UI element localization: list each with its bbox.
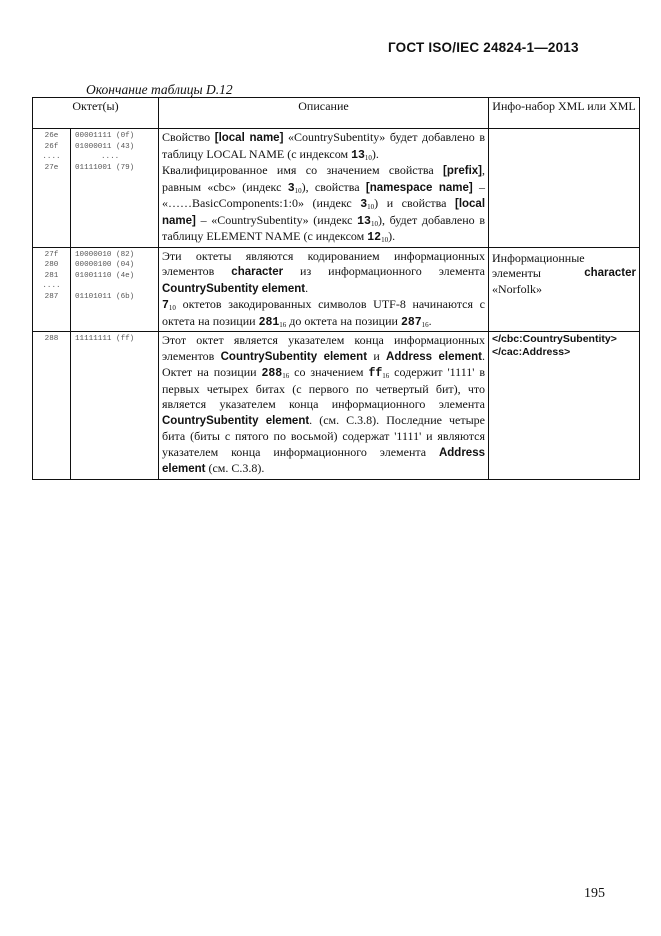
octet-index-cell: 27f 280 281 .... 287 bbox=[33, 247, 71, 332]
table-row bbox=[33, 129, 640, 248]
octet-bits-cell: 00001111 (0f) 01000011 (43) .... 01111001 (79) bbox=[71, 129, 159, 248]
octet-index-cell: 26e 26f .... 27e bbox=[33, 129, 71, 248]
table-row bbox=[33, 247, 640, 332]
description-cell: Этот октет является указателем конца информационных элементов CountrySubentity element и Address element. Октет на позиции $288_{16}$ со значением $ff_{16}$ содержит '1111' в первых четырех битах (с первого по четвертый бит), что является указателем конца информационного элемента CountrySubentity element. (см. С.3.8). Последние четыре бита (биты с пятого по восьмой) содержат '1111' и являются указателем конца информационного элемента Address element (см. С.3.8). bbox=[159, 332, 489, 480]
table-header-row bbox=[33, 98, 640, 129]
octet-bits-cell: 10000010 (82) 00000100 (04) 01001110 (4e) 01101011 (6b) bbox=[71, 247, 159, 332]
data-table bbox=[32, 97, 640, 480]
header-description: Описание bbox=[159, 98, 489, 129]
document-header: ГОСТ ISO/IEC 24824-1—2013 bbox=[388, 40, 579, 55]
info-cell: Информационные элементы character «Norfolk» bbox=[489, 247, 640, 332]
description-cell: Эти октеты являются кодированием информационных элементов character из информационного элемента CountrySubentity element. $7_{10}$ октетов закодированных символов UTF-8 начинаются с октета на позиции $281_{16}$ до октета на позиции $287_{16}$. bbox=[159, 247, 489, 332]
page-number: 195 bbox=[584, 886, 605, 901]
info-cell: </cbc:CountrySubentity> </cac:Address> bbox=[489, 332, 640, 480]
info-cell bbox=[489, 129, 640, 248]
description-cell: Свойство [local name] «CountrySubentity» будет добавлено в таблицу LOCAL NAME (с индексом $13_{10}$). Квалифицированное имя со значением свойства [prefix], равным «cbc» (индекс $3_{10}$), свойства [namespace name] – «……BasicComponents:1:0» (индекс $3_{10}$) и свойства [local name] – «CountrySubentity» (индекс $13_{10}$), будет добавлено в таблицу ELEMENT NAME (с индексом $12_{10}$). bbox=[159, 129, 489, 248]
table-row bbox=[33, 332, 640, 480]
octet-bits-cell: 11111111 (ff) bbox=[71, 332, 159, 480]
header-octets: Октет(ы) bbox=[33, 98, 159, 129]
table-caption: Окончание таблицы D.12 bbox=[86, 82, 233, 97]
header-info: Инфо-набор XML или XML bbox=[489, 98, 640, 129]
octet-index-cell: 288 bbox=[33, 332, 71, 480]
